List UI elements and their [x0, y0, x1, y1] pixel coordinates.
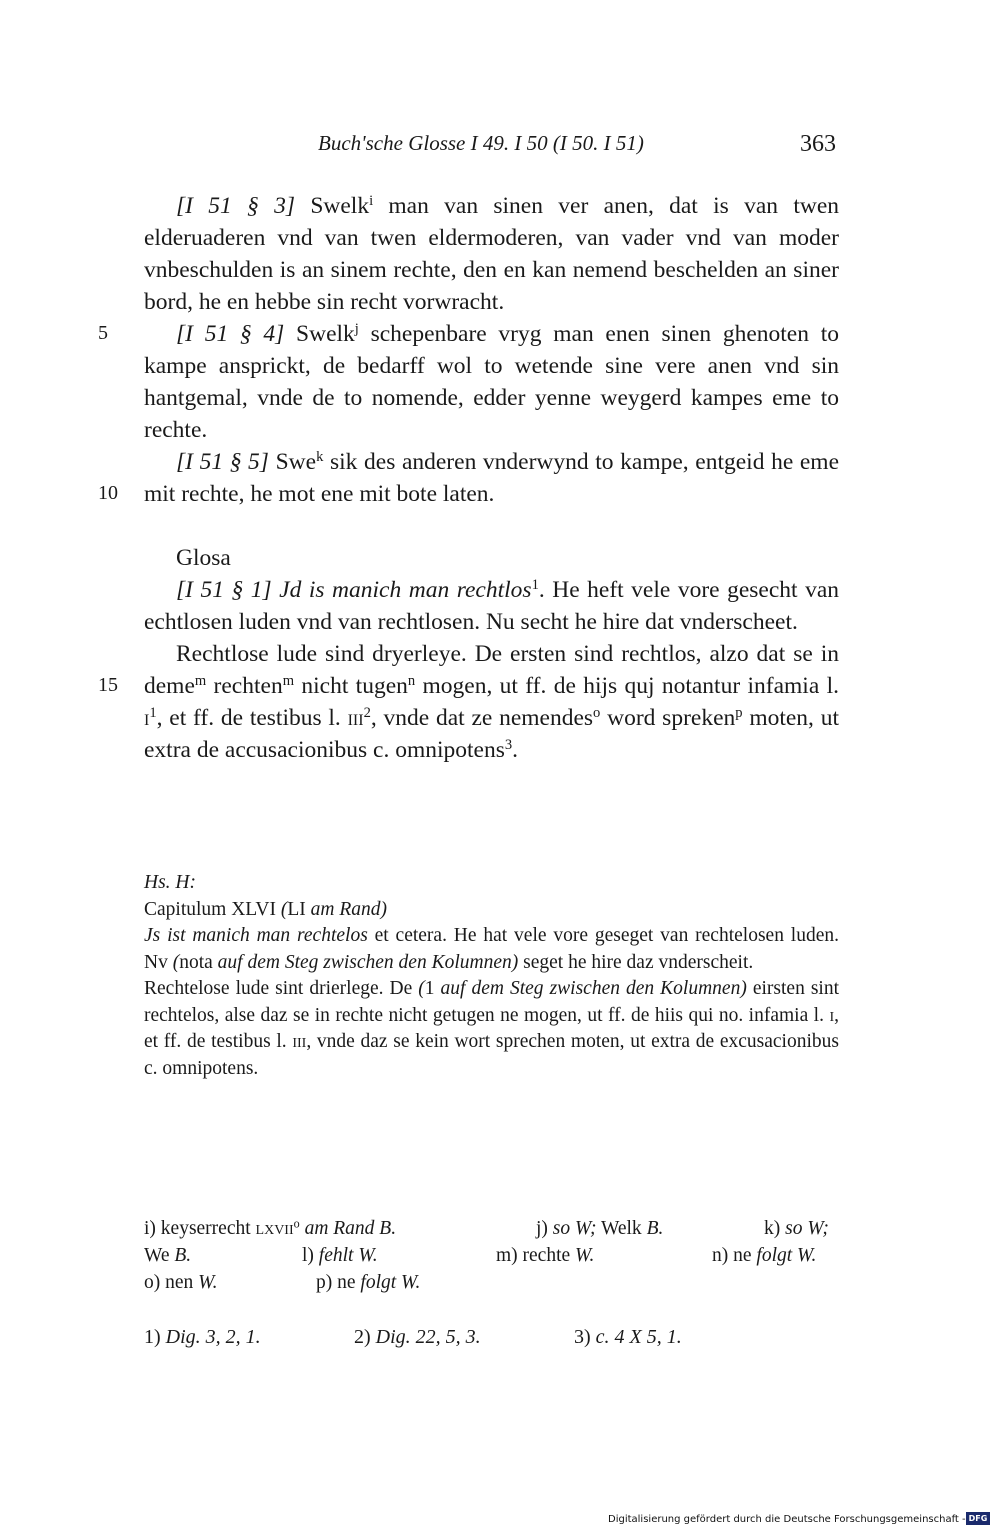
footnote-j: j) so W; Welk B. — [536, 1218, 664, 1239]
line-number: 10 — [98, 482, 118, 504]
footnote-l: l) fehlt W. — [302, 1245, 378, 1266]
manuscript-variant — [144, 870, 839, 1082]
line-number: 15 — [98, 674, 118, 696]
running-title: Buch'sche Glosse I 49. I 50 (I 50. I 51) — [318, 131, 644, 155]
source-footnote-3: 3) c. 4 X 5, 1. — [574, 1326, 682, 1348]
footnote-row — [144, 1242, 839, 1269]
statute-text — [144, 190, 839, 510]
footnote-m: m) rechte W. — [496, 1245, 595, 1266]
statute-paragraph: [I 51 § 5] Swe$^k$ sik des anderen vnderwynd to kampe, entgeid he eme mit rechte, he mot ene mit bote laten. — [144, 449, 840, 507]
digitization-credit: Digitalisierung gefördert durch die Deutsche Forschungsgemeinschaft - — [608, 1514, 966, 1525]
footnote-k: k) so W; — [764, 1218, 829, 1239]
apparatus-footnotes — [144, 1215, 839, 1296]
footnote-row — [144, 1215, 839, 1242]
footnote-i: i) keyserrecht lxvii$^o$ am Rand B. — [144, 1216, 397, 1239]
footnote-row — [144, 1269, 839, 1296]
footnote-o: o) nen W. — [144, 1272, 218, 1293]
glosa-paragraph: Rechtlose lude sind dryerleye. De ersten sind rechtlos, alzo dat se in deme$^m$ rechten$^m$ nicht tugen$^n$ mogen, ut ff. de hijs quj notantur infamia l. $i^1$, et ff. de testibus l. iii$^2$, vnde dat ze nemendes$^o$ word spreken$^p$ moten, ut extra de accusacionibus c. omnipotens$^3$. — [144, 641, 839, 763]
footnote-k-cont: We B. — [144, 1245, 192, 1266]
footnote-p: p) ne folgt W. — [316, 1272, 421, 1293]
page-number: 363 — [800, 131, 836, 157]
glosa-section — [144, 542, 839, 766]
line-number: 5 — [98, 322, 108, 344]
chapter-line: Capitulum XLVI (LI am Rand) — [144, 898, 388, 920]
manuscript-paragraph: Js ist manich man rechtelos et cetera. He hat vele vore geseget van rechtelosen luden. Nv (nota auf dem Steg zwischen den Kolumnen) seget he hire daz vnderscheit. — [144, 925, 839, 973]
dfg-logo: DFG — [966, 1512, 990, 1525]
source-footnote-2: 2) Dig. 22, 5, 3. — [354, 1326, 481, 1348]
statute-paragraph: [I 51 § 4] Swelk$^j$ schepenbare vryg man enen sinen ghenoten to kampe ansprickt, de bedarff wol to wetende sine vere anen vnd sin hantgemal, vnde de to nomende, edder yenne weygerd kampes eme to rechte. — [144, 321, 839, 443]
footnote-n: n) ne folgt W. — [712, 1245, 817, 1266]
manuscript-paragraph: Rechtelose lude sint drierlege. De (1 auf dem Steg zwischen den Kolumnen) eirsten sint rechtelos, alse daz se in rechte nicht getugen ne mogen, ut ff. de hiis qui no. infamia l. i, et ff. de testibus l. iii, vnde daz se kein wort sprechen moten, ut extra de excusacionibus c. omnipotens. — [144, 978, 840, 1079]
manuscript-label: Hs. H: — [144, 872, 196, 893]
glosa-heading: Glosa — [176, 545, 231, 571]
source-footnote-1: 1) Dig. 3, 2, 1. — [144, 1326, 261, 1348]
statute-paragraph: [I 51 § 3] Swelk$^i$ man van sinen ver anen, dat is van twen elderuaderen vnd van twen eldermoderen, van vader vnd van moder vnbeschulden is an sinem rechte, den en kan nemend beschelden an siner bord, he en hebbe sin recht vorwracht. — [144, 193, 840, 315]
glosa-paragraph: [I 51 § 1] Jd is manich man rechtlos$^1$. He heft vele vore gesecht van echtlosen luden vnd van rechtlosen. Nu secht he hire dat vnderscheet. — [144, 577, 840, 635]
